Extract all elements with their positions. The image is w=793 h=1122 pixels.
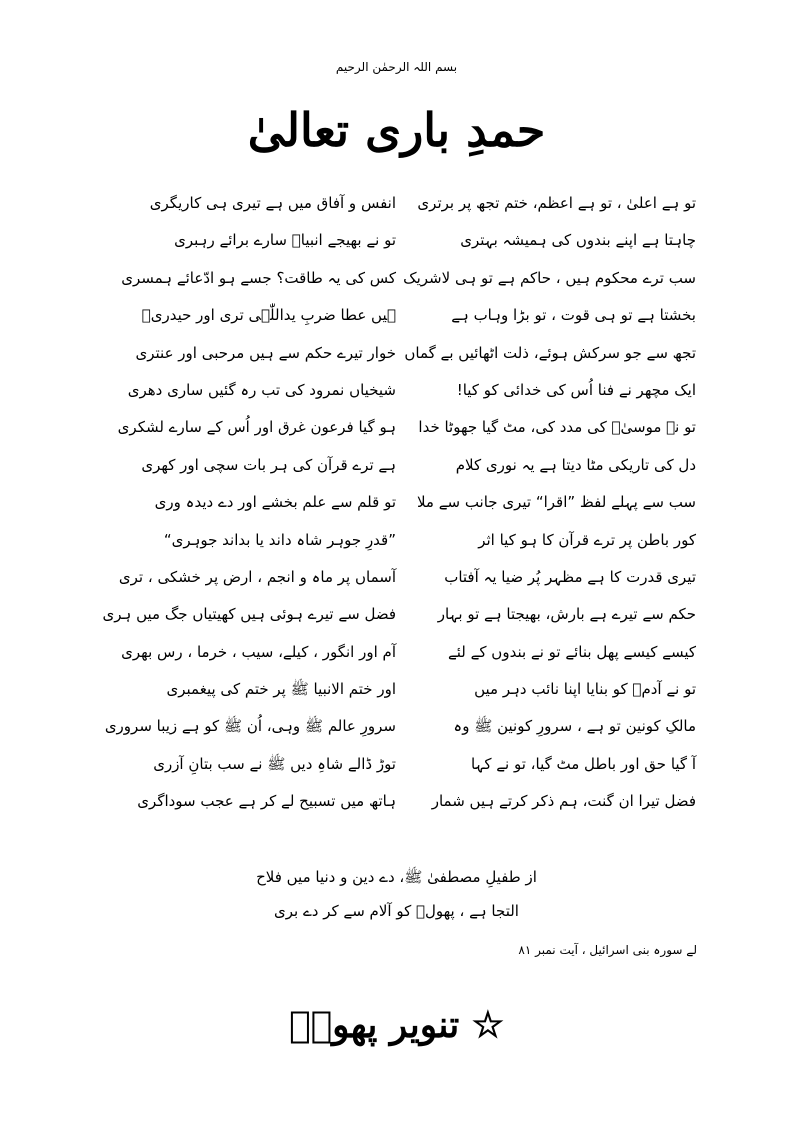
couplet-first-line: تیری قدرت کا ہے مظہر پُر ضیا یہ آفتاب xyxy=(444,567,696,586)
couplet-second-line: ہاتھ میں تسبیح لے کر ہے عجب سوداگری xyxy=(137,792,396,811)
couplet xyxy=(96,412,696,449)
couplet xyxy=(96,375,696,412)
couplet-second-line: خوار تیرے حکم سے ہیں مرحبی اور عنتری xyxy=(135,343,396,362)
couplet-second-line: کس کی یہ طاقت؟ جسے ہو ادّعائے ہمسری xyxy=(121,268,396,287)
couplet xyxy=(96,263,696,300)
couplet xyxy=(96,599,696,636)
couplet xyxy=(96,637,696,674)
couplet-second-line: تو قلم سے علم بخشے اور دے دیدہ وری xyxy=(154,493,396,512)
couplet-second-line: فضل سے تیرے ہوئی ہیں کھیتیاں جگ میں ہری xyxy=(102,605,396,624)
couplet-first-line: حکم سے تیرے ہے بارش، بھیجتا ہے تو بہار xyxy=(437,605,696,624)
couplet-second-line: شیخیاں نمرود کی تب رہ گئیں ساری دھری xyxy=(127,380,396,399)
closing-line-1: از طفیلِ مصطفیٰ ﷺ، دے دین و دنیا میں فلاح xyxy=(256,868,537,886)
couplet-first-line: سب ترے محکوم ہیں ، حاکم ہے تو ہی لاشریک xyxy=(403,268,696,287)
couplet-first-line: تو نے آدمؑ کو بنایا اپنا نائب دہر میں xyxy=(474,680,696,699)
closing-line-2: التجا ہے ، پھولؔ کو آلام سے کر دے بری xyxy=(274,902,519,920)
couplet-second-line: تو نے بھیجے انبیاؑ سارے برائے رہبری xyxy=(174,231,396,250)
footnote: لے سورہ بنی اسرائیل ، آیت نمبر ۸۱ xyxy=(518,943,697,957)
couplet-second-line: ہے ترے قرآن کی ہر بات سچی اور کھری xyxy=(141,455,396,474)
couplet-second-line: ہیں عطا ضربِ یداللّٰہی تری اور حیدریؓ xyxy=(141,306,396,325)
bismillah-heading: بسم اللہ الرحمٰن الرحیم xyxy=(335,60,458,74)
couplet-first-line: بخشتا ہے تو ہی قوت ، تو بڑا وہاب ہے xyxy=(451,306,696,325)
couplet-second-line: ”قدرِ جوہر شاہ داند یا بداند جوہری“ xyxy=(163,530,396,549)
closing-couplet xyxy=(0,860,793,928)
couplet xyxy=(96,225,696,262)
couplet xyxy=(96,562,696,599)
couplet-first-line: تو ہے اعلیٰ ، تو ہے اعظم، ختم تجھ پر برتری xyxy=(417,194,696,212)
couplet-first-line: دل کی تاریکی مٹا دیتا ہے یہ نوری کلام xyxy=(455,455,696,474)
couplet-second-line: آسماں پر ماہ و انجم ، ارض پر خشکی ، تری xyxy=(118,567,396,586)
couplet xyxy=(96,749,696,786)
couplet xyxy=(96,450,696,487)
couplet-first-line: کور باطن پر ترے قرآن کا ہو کیا اثر xyxy=(478,530,696,549)
couplet xyxy=(96,674,696,711)
couplet-first-line: آ گیا حق اور باطل مٹ گیا، تو نے کہا xyxy=(470,754,696,773)
couplet-first-line: فضل تیرا ان گنت، ہم ذکر کرتے ہیں شمار xyxy=(431,792,696,811)
couplet-first-line: ایک مچھر نے فنا اُس کی خدائی کو کیا! xyxy=(456,380,696,399)
couplet-first-line: تو نے موسیٰؑ کی مدد کی، مٹ گیا جھوٹا خدا xyxy=(418,418,696,437)
couplet-second-line: ہو گیا فرعون غرق اور اُس کے سارے لشکری xyxy=(117,418,396,437)
poem-body xyxy=(96,188,696,824)
couplet-first-line: تجھ سے جو سرکش ہوئے، ذلت اٹھائیں بے گماں xyxy=(404,343,696,362)
couplet xyxy=(96,188,696,225)
couplet-second-line: انفس و آفاق میں ہے تیری ہی کاریگری xyxy=(149,194,396,212)
couplet-first-line: سب سے پہلے لفظ ”اقرا“ تیری جانب سے ملا xyxy=(416,493,696,512)
couplet xyxy=(96,711,696,748)
couplet xyxy=(96,525,696,562)
couplet xyxy=(96,786,696,823)
couplet-first-line: کیسے کیسے پھل بنائے تو نے بندوں کے لئے xyxy=(447,642,696,661)
couplet xyxy=(96,338,696,375)
couplet-second-line: اور ختم الانبیا ﷺ پر ختم کی پیغمبری xyxy=(166,680,396,699)
couplet-second-line: سرورِ عالم ﷺ وہی، اُن ﷺ کو ہے زیبا سروری xyxy=(104,717,396,736)
couplet-first-line: چاہتا ہے اپنے بندوں کی ہمیشہ بہتری xyxy=(460,231,696,250)
poem-title: حمدِ باری تعالیٰ xyxy=(247,103,546,157)
couplet-second-line: آم اور انگور ، کیلے، سیب ، خرما ، رس بھری xyxy=(121,642,396,661)
couplet-first-line: مالکِ کونین تو ہے ، سرورِ کونین ﷺ وہ xyxy=(453,717,696,736)
couplet-second-line: توڑ ڈالے شاہِ دیں ﷺ نے سب بتانِ آزری xyxy=(153,754,396,773)
couplet xyxy=(96,487,696,524)
couplet xyxy=(96,300,696,337)
poet-signature: ☆ تنویر پھولؔ xyxy=(288,1004,505,1046)
